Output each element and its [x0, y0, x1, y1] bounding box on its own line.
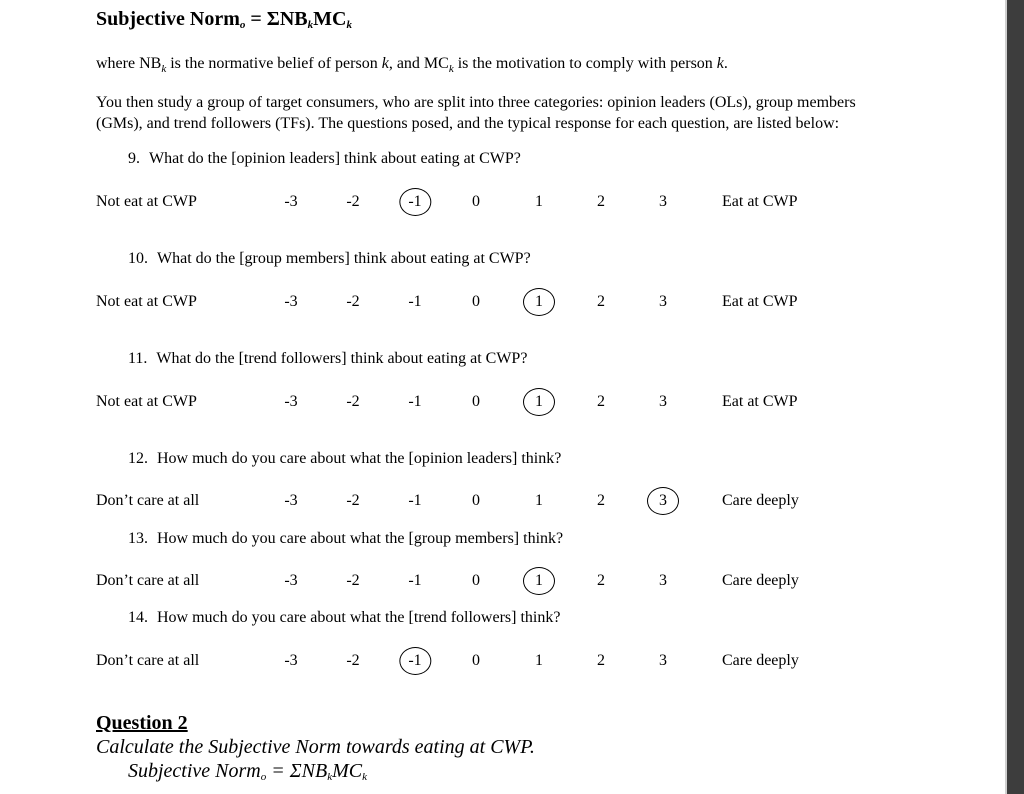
scale-right-label: Eat at CWP — [722, 393, 798, 410]
scale-option[interactable]: 3 — [659, 293, 667, 310]
scale-option[interactable]: 0 — [472, 193, 480, 210]
scale-option[interactable]: -2 — [346, 652, 360, 669]
scale-option[interactable]: -3 — [284, 393, 298, 410]
question-prompt: How much do you care about what the [group members] think? — [157, 530, 564, 547]
scale-option[interactable]: 2 — [597, 393, 605, 410]
question-12-text — [128, 450, 561, 468]
scale-right-label: Eat at CWP — [722, 193, 798, 210]
scale-option[interactable]: -3 — [284, 652, 298, 669]
scale-right-label: Eat at CWP — [722, 293, 798, 310]
scale-option[interactable]: 2 — [597, 652, 605, 669]
rating-scale-row — [0, 287, 1000, 317]
scale-option[interactable]: -1 — [408, 572, 422, 589]
scale-option[interactable]: 2 — [597, 492, 605, 509]
question-2-prompt: Calculate the Subjective Norm towards eating at CWP. — [96, 736, 535, 758]
scale-option[interactable]: -1 — [408, 492, 422, 509]
scale-option[interactable]: -2 — [346, 393, 360, 410]
question-14-text — [128, 609, 560, 627]
scale-option-selected[interactable]: 1 — [535, 572, 543, 589]
scale-option[interactable]: 0 — [472, 293, 480, 310]
question-number: 10. — [128, 250, 148, 267]
scale-left-label: Not eat at CWP — [96, 193, 197, 210]
question-prompt: How much do you care about what the [trend followers] think? — [157, 609, 561, 626]
rating-scale-row — [0, 566, 1000, 596]
context-paragraph-line-1: You then study a group of target consumers, who are split into three categories: opinion leaders (OLs), group members — [96, 94, 856, 111]
question-prompt: How much do you care about what the [opinion leaders] think? — [157, 450, 562, 467]
scale-option[interactable]: 0 — [472, 492, 480, 509]
definition-paragraph: where $NB_k$ is the normative belief of person k, and $MC_k$ is the motivation to comply with person k. — [96, 55, 728, 76]
scale-option-selected[interactable]: -1 — [408, 193, 422, 210]
scale-option[interactable]: 3 — [659, 393, 667, 410]
scale-option[interactable]: -2 — [346, 293, 360, 310]
question-2-title: Question 2 — [96, 712, 188, 734]
question-prompt: What do the [group members] think about eating at CWP? — [157, 250, 531, 267]
scale-option[interactable]: -2 — [346, 193, 360, 210]
scale-option[interactable]: 1 — [535, 652, 543, 669]
scale-option[interactable]: -3 — [284, 193, 298, 210]
scale-option-selected[interactable]: 3 — [659, 492, 667, 509]
question-prompt: What do the [opinion leaders] think about eating at CWP? — [149, 150, 521, 167]
scale-option[interactable]: -1 — [408, 393, 422, 410]
context-paragraph-line-2: (GMs), and trend followers (TFs). The questions posed, and the typical response for each question, are listed below: — [96, 115, 840, 132]
scale-option[interactable]: 0 — [472, 652, 480, 669]
scale-option[interactable]: 3 — [659, 652, 667, 669]
scale-option[interactable]: 1 — [535, 193, 543, 210]
question-number: 14. — [128, 609, 148, 626]
scale-option[interactable]: 0 — [472, 572, 480, 589]
question-number: 12. — [128, 450, 148, 467]
question-11-text — [128, 350, 527, 368]
scale-option-selected[interactable]: -1 — [408, 652, 422, 669]
question-10-text — [128, 250, 531, 268]
scale-option[interactable]: 2 — [597, 193, 605, 210]
question-13-text — [128, 530, 563, 548]
rating-scale-row — [0, 486, 1000, 516]
scale-option[interactable]: -3 — [284, 572, 298, 589]
scale-option[interactable]: -3 — [284, 492, 298, 509]
scale-option[interactable]: -2 — [346, 492, 360, 509]
scale-option[interactable]: -2 — [346, 572, 360, 589]
scale-option[interactable]: 2 — [597, 293, 605, 310]
scale-option[interactable]: 3 — [659, 572, 667, 589]
scale-option[interactable]: 2 — [597, 572, 605, 589]
scale-left-label: Don’t care at all — [96, 652, 200, 669]
rating-scale-row — [0, 646, 1000, 676]
scale-left-label: Not eat at CWP — [96, 293, 197, 310]
rating-scale-row — [0, 387, 1000, 417]
viewer-scrollbar[interactable] — [1007, 0, 1024, 794]
scale-left-label: Not eat at CWP — [96, 393, 197, 410]
scale-option-selected[interactable]: 1 — [535, 293, 543, 310]
scale-option[interactable]: -1 — [408, 293, 422, 310]
scale-option[interactable]: 0 — [472, 393, 480, 410]
question-number: 11. — [128, 350, 148, 367]
scale-option[interactable]: 3 — [659, 193, 667, 210]
scale-right-label: Care deeply — [722, 572, 799, 589]
scale-right-label: Care deeply — [722, 492, 799, 509]
scale-option-selected[interactable]: 1 — [535, 393, 543, 410]
rating-scale-row — [0, 187, 1000, 217]
question-9-text — [128, 150, 521, 168]
scale-right-label: Care deeply — [722, 652, 799, 669]
scale-left-label: Don’t care at all — [96, 492, 200, 509]
question-number: 9. — [128, 150, 140, 167]
scale-option[interactable]: 1 — [535, 492, 543, 509]
question-number: 13. — [128, 530, 148, 547]
scale-left-label: Don’t care at all — [96, 572, 200, 589]
question-prompt: What do the [trend followers] think about eating at CWP? — [156, 350, 528, 367]
formula-heading: Subjective Norm$_o$ = $\Sigma NB_kMC_k$ — [96, 8, 352, 31]
question-2-formula: Subjective Norm$_o$ = $\Sigma NB_kMC_k$ — [128, 760, 367, 783]
scale-option[interactable]: -3 — [284, 293, 298, 310]
